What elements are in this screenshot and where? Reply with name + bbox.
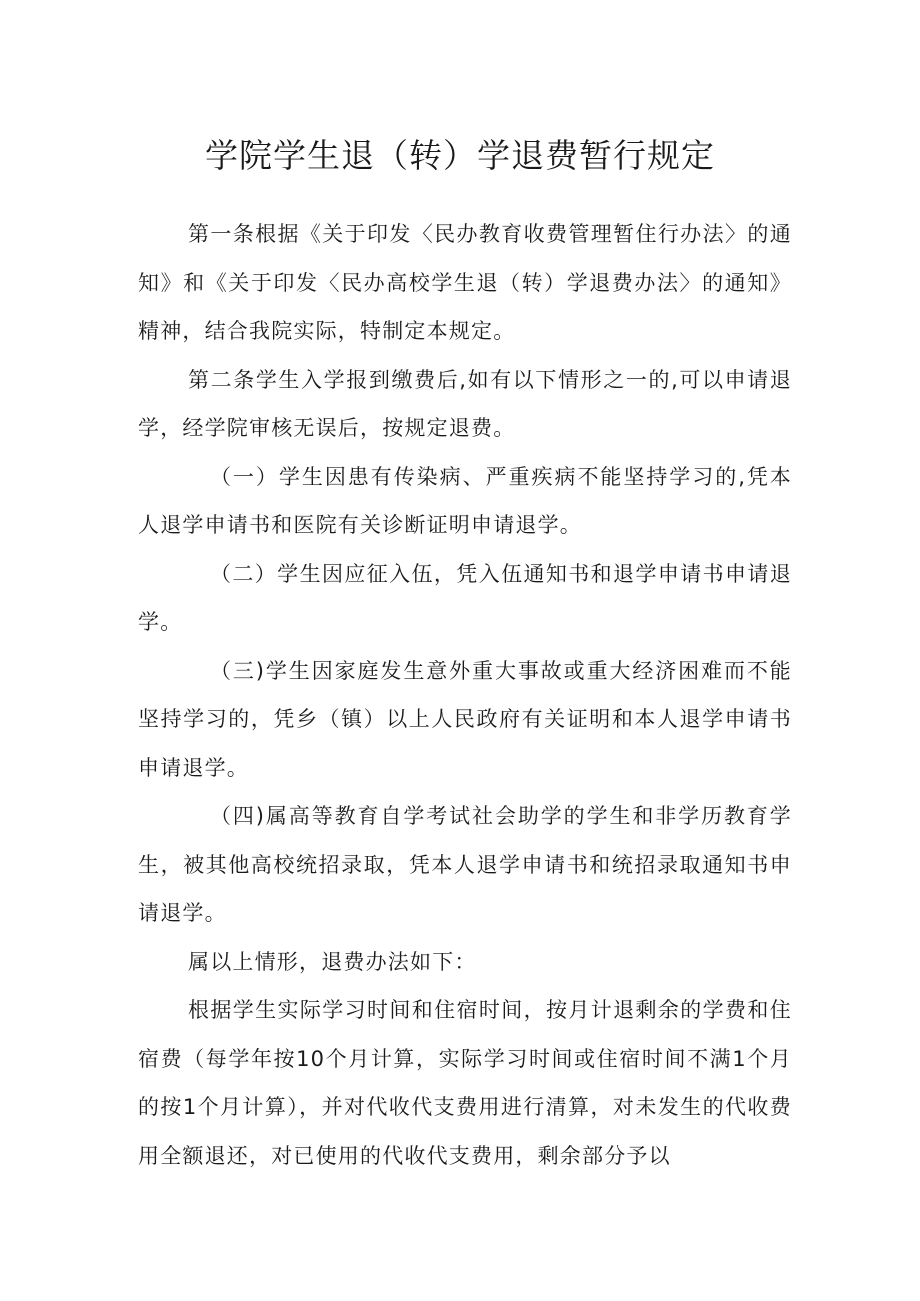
- paragraph-item-2: （二）学生因应征入伍，凭入伍通知书和退学申请书申请退学。: [138, 561, 792, 634]
- paragraph-refund-method: 根据学生实际学习时间和住宿时间，按月计退剩余的学费和住宿费（每学年按10个月计算，实际学习时间或住宿时间不满1个月的按1个月计算），并对代收代支费用进行清算，对未发生的代收费用全额退还，对已使用的代收代支费用，剩余部分予以: [138, 998, 792, 1168]
- paragraph-refund-intro: 属以上情形，退费办法如下：: [188, 949, 477, 974]
- document-title: 学院学生退（转）学退费暂行规定: [205, 136, 715, 175]
- paragraph-item-4: （四)属高等教育自学考试社会助学的学生和非学历教育学生，被其他高校统招录取，凭本人退学申请书和统招录取通知书申请退学。: [138, 804, 792, 925]
- paragraph-item-1: （一）学生因患有传染病、严重疾病不能坚持学习的,凭本人退学申请书和医院有关诊断证明申请退学。: [138, 464, 792, 537]
- paragraph-item-3: （三)学生因家庭发生意外重大事故或重大经济困难而不能坚持学习的，凭乡（镇）以上人民政府有关证明和本人退学申请书申请退学。: [138, 658, 792, 780]
- document-body: [138, 210, 792, 1180]
- paragraph-article-1: 第一条根据《关于印发〈民办教育收费管理暂住行办法〉的通知》和《关于印发〈民办高校学生退（转）学退费办法〉的通知》精神，结合我院实际，特制定本规定。: [138, 222, 792, 343]
- paragraph-article-2: 第二条学生入学报到缴费后,如有以下情形之一的,可以申请退学，经学院审核无误后，按规定退费。: [138, 367, 792, 440]
